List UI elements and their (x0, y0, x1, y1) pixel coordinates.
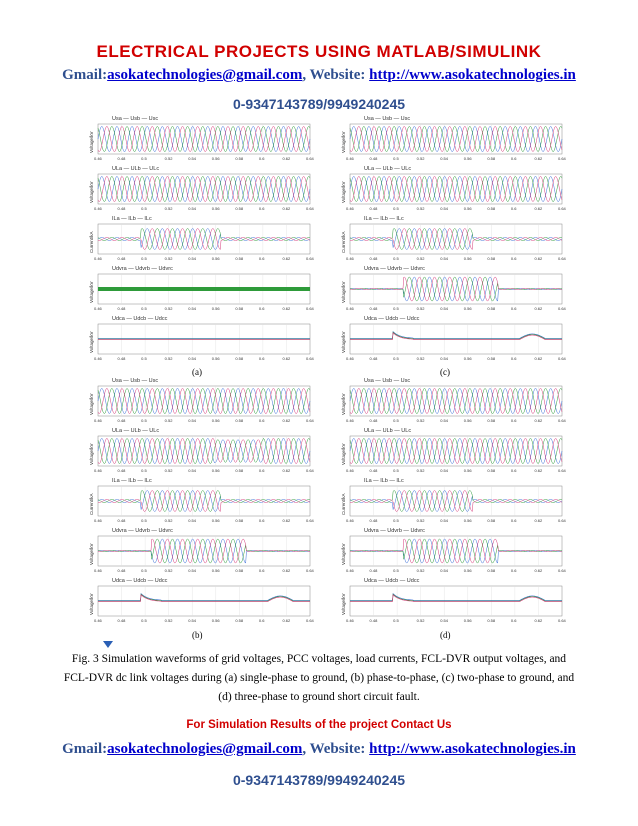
contact-call-to-action: For Simulation Results of the project Contact Us (186, 719, 452, 731)
x-tick-label: 0.64 (306, 518, 314, 523)
x-tick-label: 0.6 (510, 418, 517, 423)
legend-label: Udvra — Udvrb — Udvrc (364, 528, 425, 534)
x-tick-label: 0.64 (306, 256, 314, 261)
x-tick-label: 0.5 (393, 468, 399, 473)
x-tick-label: 0.48 (117, 156, 126, 161)
x-tick-label: 0.56 (211, 618, 220, 623)
x-tick-label: 0.48 (117, 518, 126, 523)
y-axis-label: Voltage/kV (89, 543, 94, 565)
x-tick-label: 0.58 (487, 518, 496, 523)
x-tick-label: 0.54 (188, 568, 197, 573)
x-tick-label: 0.6 (258, 156, 265, 161)
x-tick-label: 0.6 (510, 206, 517, 211)
x-tick-label: 0.54 (188, 618, 197, 623)
x-tick-label: 0.54 (440, 568, 449, 573)
x-tick-label: 0.62 (534, 468, 543, 473)
x-tick-label: 0.54 (188, 468, 197, 473)
x-tick-label: 0.64 (558, 156, 566, 161)
x-tick-label: 0.54 (188, 356, 197, 361)
x-tick-label: 0.5 (393, 518, 399, 523)
x-tick-label: 0.54 (440, 206, 449, 211)
x-tick-label: 0.56 (463, 418, 472, 423)
x-tick-label: 0.62 (282, 418, 291, 423)
y-axis-label: Voltage/kV (89, 281, 94, 303)
x-tick-label: 0.64 (306, 156, 314, 161)
x-tick-label: 0.52 (416, 418, 425, 423)
contact-line-top (0, 67, 638, 84)
x-tick-label: 0.6 (258, 618, 265, 623)
x-tick-label: 0.56 (463, 618, 472, 623)
y-axis-label: Voltage/kV (89, 181, 94, 203)
simulation-figure (80, 112, 566, 642)
x-tick-label: 0.62 (282, 156, 291, 161)
x-tick-label: 0.64 (558, 356, 566, 361)
legend-label: Udvra — Udvrb — Udvrc (112, 528, 173, 534)
x-tick-label: 0.46 (346, 306, 354, 311)
x-tick-label: 0.62 (534, 156, 543, 161)
phone-number-top: 0-9347143789/9949240245 (232, 96, 406, 112)
x-tick-label: 0.52 (416, 518, 425, 523)
x-tick-label: 0.58 (487, 256, 496, 261)
x-tick-label: 0.52 (164, 618, 173, 623)
x-tick-label: 0.56 (463, 568, 472, 573)
x-tick-label: 0.52 (416, 568, 425, 573)
x-tick-label: 0.62 (282, 468, 291, 473)
x-tick-label: 0.5 (393, 568, 399, 573)
y-axis-label: Voltage/kV (341, 543, 346, 565)
website-link[interactable]: http://www.asokatechnologies.in (369, 67, 576, 83)
x-tick-label: 0.46 (346, 356, 354, 361)
legend-label: Udca — Udcb — Udcc (112, 578, 168, 584)
x-tick-label: 0.5 (141, 156, 147, 161)
x-tick-label: 0.5 (393, 206, 399, 211)
x-tick-label: 0.54 (188, 418, 197, 423)
x-tick-label: 0.48 (117, 418, 126, 423)
x-tick-label: 0.6 (258, 568, 265, 573)
gmail-label: Gmail: (62, 741, 108, 757)
x-tick-label: 0.54 (440, 518, 449, 523)
x-tick-label: 0.58 (487, 418, 496, 423)
x-tick-label: 0.46 (346, 568, 354, 573)
x-tick-label: 0.62 (534, 256, 543, 261)
x-tick-label: 0.6 (258, 468, 265, 473)
x-tick-label: 0.46 (94, 418, 102, 423)
x-tick-label: 0.46 (94, 356, 102, 361)
x-tick-label: 0.54 (188, 156, 197, 161)
panel-label-c: (c) (440, 367, 450, 377)
x-tick-label: 0.46 (346, 418, 354, 423)
x-tick-label: 0.48 (117, 468, 126, 473)
x-tick-label: 0.54 (440, 468, 449, 473)
x-tick-label: 0.52 (416, 356, 425, 361)
x-tick-label: 0.48 (369, 418, 378, 423)
legend-label: ULa — ULb — ULc (112, 166, 160, 172)
x-tick-label: 0.62 (282, 356, 291, 361)
legend-label: Udca — Udcb — Udcc (364, 578, 420, 584)
x-tick-label: 0.52 (416, 306, 425, 311)
x-tick-label: 0.46 (346, 206, 354, 211)
x-tick-label: 0.52 (164, 356, 173, 361)
x-tick-label: 0.54 (440, 156, 449, 161)
x-tick-label: 0.58 (235, 568, 244, 573)
x-tick-label: 0.54 (188, 518, 197, 523)
page-title: ELECTRICAL PROJECTS USING MATLAB/SIMULINK (96, 42, 542, 61)
x-tick-label: 0.46 (94, 568, 102, 573)
x-tick-label: 0.56 (463, 306, 472, 311)
x-tick-label: 0.54 (188, 206, 197, 211)
y-axis-label: Voltage/kV (341, 181, 346, 203)
x-tick-label: 0.5 (141, 518, 147, 523)
x-tick-label: 0.52 (416, 618, 425, 623)
y-axis-label: Current/kA (89, 493, 94, 515)
x-tick-label: 0.48 (369, 618, 378, 623)
x-tick-label: 0.48 (369, 568, 378, 573)
x-tick-label: 0.46 (346, 618, 354, 623)
x-tick-label: 0.5 (141, 568, 147, 573)
website-link[interactable]: http://www.asokatechnologies.in (369, 741, 576, 757)
x-tick-label: 0.62 (282, 568, 291, 573)
x-tick-label: 0.6 (510, 618, 517, 623)
x-tick-label: 0.56 (463, 206, 472, 211)
triangle-marker-icon (103, 641, 113, 648)
panel-label-d: (d) (440, 630, 451, 640)
y-axis-label: Voltage/kV (89, 331, 94, 353)
x-tick-label: 0.54 (188, 306, 197, 311)
x-tick-label: 0.62 (282, 518, 291, 523)
x-tick-label: 0.58 (235, 518, 244, 523)
x-tick-label: 0.46 (94, 206, 102, 211)
x-tick-label: 0.58 (487, 206, 496, 211)
x-tick-label: 0.64 (306, 206, 314, 211)
x-tick-label: 0.52 (416, 156, 425, 161)
y-axis-label: Current/kA (341, 493, 346, 515)
legend-label: ILa — ILb — ILc (364, 478, 404, 484)
x-tick-label: 0.6 (258, 356, 265, 361)
x-tick-label: 0.56 (211, 206, 220, 211)
legend-label: Usa — Usb — Usc (364, 116, 411, 122)
legend-label: ULa — ULb — ULc (364, 428, 412, 434)
x-tick-label: 0.6 (258, 518, 265, 523)
x-tick-label: 0.5 (393, 618, 399, 623)
x-tick-label: 0.6 (510, 256, 517, 261)
y-axis-label: Voltage/kV (341, 443, 346, 465)
x-tick-label: 0.6 (258, 418, 265, 423)
legend-label: Udca — Udcb — Udcc (112, 316, 168, 322)
website-label: , Website: (302, 741, 370, 757)
x-tick-label: 0.58 (487, 356, 496, 361)
x-tick-label: 0.46 (94, 156, 102, 161)
y-axis-label: Voltage/kV (341, 393, 346, 415)
x-tick-label: 0.52 (416, 206, 425, 211)
x-tick-label: 0.48 (369, 518, 378, 523)
x-tick-label: 0.62 (282, 306, 291, 311)
x-tick-label: 0.6 (510, 156, 517, 161)
x-tick-label: 0.58 (487, 618, 496, 623)
x-tick-label: 0.56 (211, 256, 220, 261)
y-axis-label: Voltage/kV (89, 131, 94, 153)
x-tick-label: 0.46 (346, 156, 354, 161)
legend-label: Usa — Usb — Usc (112, 378, 159, 384)
x-tick-label: 0.62 (282, 256, 291, 261)
y-axis-label: Voltage/kV (89, 393, 94, 415)
y-axis-label: Voltage/kV (89, 593, 94, 615)
x-tick-label: 0.64 (306, 418, 314, 423)
x-tick-label: 0.64 (558, 518, 566, 523)
x-tick-label: 0.58 (235, 356, 244, 361)
x-tick-label: 0.58 (487, 468, 496, 473)
x-tick-label: 0.6 (510, 518, 517, 523)
x-tick-label: 0.56 (463, 256, 472, 261)
x-tick-label: 0.56 (211, 356, 220, 361)
x-tick-label: 0.46 (94, 256, 102, 261)
x-tick-label: 0.64 (558, 256, 566, 261)
x-tick-label: 0.62 (534, 418, 543, 423)
x-tick-label: 0.58 (487, 156, 496, 161)
x-tick-label: 0.58 (235, 206, 244, 211)
x-tick-label: 0.56 (463, 356, 472, 361)
x-tick-label: 0.52 (164, 156, 173, 161)
legend-label: ULa — ULb — ULc (364, 166, 412, 172)
x-tick-label: 0.56 (211, 468, 220, 473)
x-tick-label: 0.5 (393, 156, 399, 161)
x-tick-label: 0.54 (440, 356, 449, 361)
x-tick-label: 0.46 (346, 518, 354, 523)
x-tick-label: 0.46 (94, 468, 102, 473)
y-axis-label: Current/kA (89, 231, 94, 253)
legend-label: Udvra — Udvrb — Udvrc (112, 266, 173, 272)
x-tick-label: 0.52 (164, 568, 173, 573)
y-axis-label: Voltage/kV (89, 443, 94, 465)
x-tick-label: 0.64 (558, 568, 566, 573)
x-tick-label: 0.48 (369, 306, 378, 311)
x-tick-label: 0.46 (94, 618, 102, 623)
legend-label: Usa — Usb — Usc (364, 378, 411, 384)
email-link[interactable]: asokatechnologies@gmail.com (107, 741, 303, 757)
x-tick-label: 0.64 (558, 618, 566, 623)
x-tick-label: 0.5 (393, 306, 399, 311)
x-tick-label: 0.52 (164, 518, 173, 523)
x-tick-label: 0.6 (258, 306, 265, 311)
x-tick-label: 0.56 (211, 418, 220, 423)
x-tick-label: 0.48 (117, 306, 126, 311)
x-tick-label: 0.52 (164, 306, 173, 311)
waveform-trace (98, 287, 310, 291)
y-axis-label: Voltage/kV (341, 593, 346, 615)
x-tick-label: 0.5 (393, 256, 399, 261)
x-tick-label: 0.54 (440, 618, 449, 623)
x-tick-label: 0.58 (235, 256, 244, 261)
x-tick-label: 0.5 (141, 356, 147, 361)
x-tick-label: 0.56 (211, 518, 220, 523)
x-tick-label: 0.5 (141, 468, 147, 473)
x-tick-label: 0.56 (463, 518, 472, 523)
x-tick-label: 0.48 (117, 356, 126, 361)
x-tick-label: 0.5 (141, 256, 147, 261)
x-tick-label: 0.52 (416, 468, 425, 473)
x-tick-label: 0.58 (235, 156, 244, 161)
x-tick-label: 0.48 (117, 256, 126, 261)
x-tick-label: 0.46 (346, 468, 354, 473)
x-tick-label: 0.62 (534, 568, 543, 573)
x-tick-label: 0.56 (211, 568, 220, 573)
x-tick-label: 0.64 (306, 618, 314, 623)
x-tick-label: 0.62 (534, 206, 543, 211)
x-tick-label: 0.54 (440, 306, 449, 311)
x-tick-label: 0.52 (164, 468, 173, 473)
x-tick-label: 0.56 (211, 306, 220, 311)
phone-number-bottom: 0-9347143789/9949240245 (232, 772, 406, 788)
x-tick-label: 0.52 (164, 418, 173, 423)
x-tick-label: 0.52 (164, 206, 173, 211)
y-axis-label: Current/kA (341, 231, 346, 253)
x-tick-label: 0.46 (94, 518, 102, 523)
legend-label: ILa — ILb — ILc (112, 478, 152, 484)
x-tick-label: 0.62 (534, 356, 543, 361)
contact-line-bottom (0, 741, 638, 758)
x-tick-label: 0.5 (141, 206, 147, 211)
x-tick-label: 0.54 (188, 256, 197, 261)
x-tick-label: 0.48 (369, 468, 378, 473)
x-tick-label: 0.64 (306, 306, 314, 311)
x-tick-label: 0.56 (463, 468, 472, 473)
x-tick-label: 0.62 (534, 618, 543, 623)
x-tick-label: 0.6 (258, 206, 265, 211)
x-tick-label: 0.64 (558, 306, 566, 311)
x-tick-label: 0.48 (369, 206, 378, 211)
x-tick-label: 0.48 (117, 618, 126, 623)
y-axis-label: Voltage/kV (341, 131, 346, 153)
x-tick-label: 0.62 (282, 206, 291, 211)
x-tick-label: 0.62 (282, 618, 291, 623)
x-tick-label: 0.62 (534, 306, 543, 311)
x-tick-label: 0.6 (510, 568, 517, 573)
x-tick-label: 0.46 (346, 256, 354, 261)
x-tick-label: 0.6 (258, 256, 265, 261)
y-axis-label: Voltage/kV (341, 331, 346, 353)
x-tick-label: 0.64 (306, 568, 314, 573)
legend-label: Udvra — Udvrb — Udvrc (364, 266, 425, 272)
email-link[interactable]: asokatechnologies@gmail.com (107, 67, 303, 83)
x-tick-label: 0.58 (235, 618, 244, 623)
x-tick-label: 0.5 (141, 618, 147, 623)
x-tick-label: 0.54 (440, 256, 449, 261)
legend-label: ULa — ULb — ULc (112, 428, 160, 434)
legend-label: Udca — Udcb — Udcc (364, 316, 420, 322)
x-tick-label: 0.5 (141, 418, 147, 423)
x-tick-label: 0.48 (369, 256, 378, 261)
x-tick-label: 0.58 (487, 306, 496, 311)
legend-label: ILa — ILb — ILc (112, 216, 152, 222)
x-tick-label: 0.5 (393, 418, 399, 423)
x-tick-label: 0.52 (164, 256, 173, 261)
x-tick-label: 0.48 (117, 206, 126, 211)
x-tick-label: 0.64 (306, 356, 314, 361)
gmail-label: Gmail: (62, 67, 108, 83)
x-tick-label: 0.52 (416, 256, 425, 261)
legend-label: ILa — ILb — ILc (364, 216, 404, 222)
x-tick-label: 0.58 (487, 568, 496, 573)
x-tick-label: 0.54 (440, 418, 449, 423)
x-tick-label: 0.64 (558, 468, 566, 473)
x-tick-label: 0.48 (369, 156, 378, 161)
x-tick-label: 0.5 (393, 356, 399, 361)
waveform-figure-svg (80, 112, 566, 642)
panel-label-a: (a) (192, 367, 202, 377)
x-tick-label: 0.64 (306, 468, 314, 473)
x-tick-label: 0.48 (369, 356, 378, 361)
x-tick-label: 0.64 (558, 418, 566, 423)
x-tick-label: 0.64 (558, 206, 566, 211)
x-tick-label: 0.6 (510, 468, 517, 473)
x-tick-label: 0.58 (235, 306, 244, 311)
y-axis-label: Voltage/kV (341, 281, 346, 303)
legend-label: Usa — Usb — Usc (112, 116, 159, 122)
x-tick-label: 0.6 (510, 306, 517, 311)
panel-label-b: (b) (192, 630, 203, 640)
x-tick-label: 0.58 (235, 418, 244, 423)
x-tick-label: 0.62 (534, 518, 543, 523)
x-tick-label: 0.56 (463, 156, 472, 161)
x-tick-label: 0.6 (510, 356, 517, 361)
figure-caption: Fig. 3 Simulation waveforms of grid voltages, PCC voltages, load currents, FCL-DVR output voltages, and FCL-DVR dc link voltages during (a) single-phase to ground, (b) phase-to-phase, (c) two-phase to ground, and (d) three-phase to ground short circuit fault. (63, 653, 575, 703)
x-tick-label: 0.46 (94, 306, 102, 311)
x-tick-label: 0.5 (141, 306, 147, 311)
website-label: , Website: (302, 67, 370, 83)
x-tick-label: 0.58 (235, 468, 244, 473)
x-tick-label: 0.56 (211, 156, 220, 161)
x-tick-label: 0.48 (117, 568, 126, 573)
